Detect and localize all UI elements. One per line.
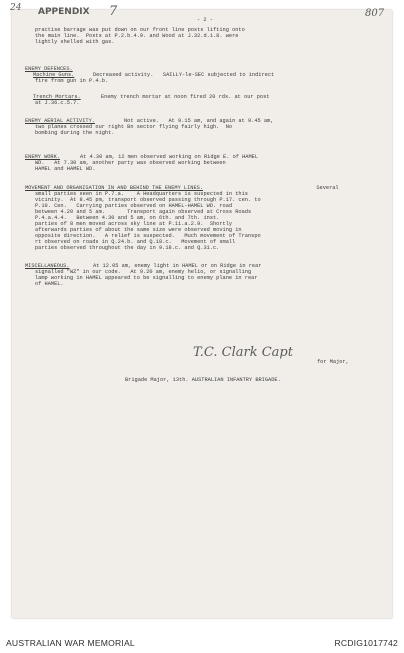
text-line: parties observed throughout the day in 9.18.c. and Q.31.c.: [35, 245, 220, 251]
section-heading-enemy-defences: ENEMY DEFENCES.: [25, 66, 73, 72]
text-line: rt observed on roads in Q.24.b. and Q.18.c. Movement of small: [35, 239, 236, 245]
text-line: at J.36.c.5.7.: [35, 100, 80, 106]
text-line: signalled "WZ" in our code. At 9.20 am, enemy helio, or signalling: [35, 269, 252, 275]
text-line: parties of 8 men moved across sky line at P.11.a.2.9. Shortly: [35, 221, 233, 227]
section-heading-aerial: ENEMY AERIAL ACTIVITY.: [25, 118, 95, 124]
text-line: HAMEL and HAMEL WD.: [35, 166, 96, 172]
text-line: of HAMEL.: [35, 281, 64, 287]
subheading-machine-guns: Machine Guns.: [33, 72, 75, 78]
document-page: [10, 3, 392, 618]
text-line: At 12.05 am, enemy light in HAMEL or on Ridge in rear: [93, 263, 262, 269]
text-line: opposite direction. A relief is suspected. Much movement of Transpo: [35, 233, 261, 239]
page-number: - 2 -: [197, 17, 213, 23]
text-line: P.10. Cen. Carrying parties observed on HAMEL-HAMEL WD. road: [35, 203, 233, 209]
text-line: lamp working in HAMEL appeared to be signalling to enemy plane in rear: [35, 275, 258, 281]
intro-line: the main line. Posts at P.2.b.4.9. and Wood at J.32.d.1.8. were: [35, 33, 239, 39]
text-line: At 4.30 am, 12 men observed working on Ridge E. of HAMEL: [80, 154, 259, 160]
text-line: P.4.a.4.4. Between 4.30 and 5 am, on 6th. and 7th. inst.: [35, 215, 220, 221]
archive-footer: [0, 628, 404, 653]
for-major-text: for Major,: [317, 359, 349, 365]
corner-annotation-left: 24: [10, 3, 22, 13]
text-line: vicinity. At 8.45 pm, transport observed passing through P.17. cen. to: [35, 197, 261, 203]
section-heading-movement: MOVEMENT AND ORGANISATION IN AND BEHIND THE ENEMY LINES.: [25, 185, 204, 191]
text-line: WD. At 7.30 am, another party was observed working between: [35, 160, 226, 166]
appendix-number: 7: [109, 4, 118, 19]
handwritten-signature: T.C. Clark Capt: [193, 345, 293, 360]
section-heading-misc: MISCELLANEOUS.: [25, 263, 70, 269]
footer-record-id: RCDIG1017742: [334, 638, 398, 648]
text-line: Several: [310, 185, 339, 191]
text-line: Enemy trench mortar at noon fired 20 rds. at our post: [101, 94, 270, 100]
text-line: fire from gun in P.4.b.: [35, 78, 109, 84]
text-line: between 4.20 and 5 am. Transport again observed at Cross Roads: [35, 209, 252, 215]
corner-annotation-right: 807: [365, 8, 385, 19]
text-line: Decreased activity. SAILLY-le-SEC subjected to indirect: [93, 72, 275, 78]
text-line: afterwards parties of about the same size were observed moving in: [35, 227, 242, 233]
subheading-trench-mortars: Trench Mortars.: [33, 94, 81, 100]
appendix-label: APPENDIX: [38, 7, 90, 17]
text-line: small parties seen in P.7.a. A Headquarters is suspected in this: [35, 191, 248, 197]
intro-line: practise barrage was put down on our front line posts lifting onto: [35, 27, 245, 33]
text-line: two planes crossed our right Bn sector flying fairly high. No: [35, 124, 233, 130]
section-heading-enemy-work: ENEMY WORK.: [25, 154, 60, 160]
intro-line: lightly shelled with gas.: [35, 39, 115, 45]
signature-title: Brigade Major, 13th. AUSTRALIAN INFANTRY BRIGADE.: [125, 377, 281, 383]
text-line: bombing during the night.: [35, 130, 115, 136]
footer-archive-name: AUSTRALIAN WAR MEMORIAL: [6, 638, 135, 648]
text-line: Not active. At 9.15 am, and again at 9.45 am,: [124, 118, 274, 124]
